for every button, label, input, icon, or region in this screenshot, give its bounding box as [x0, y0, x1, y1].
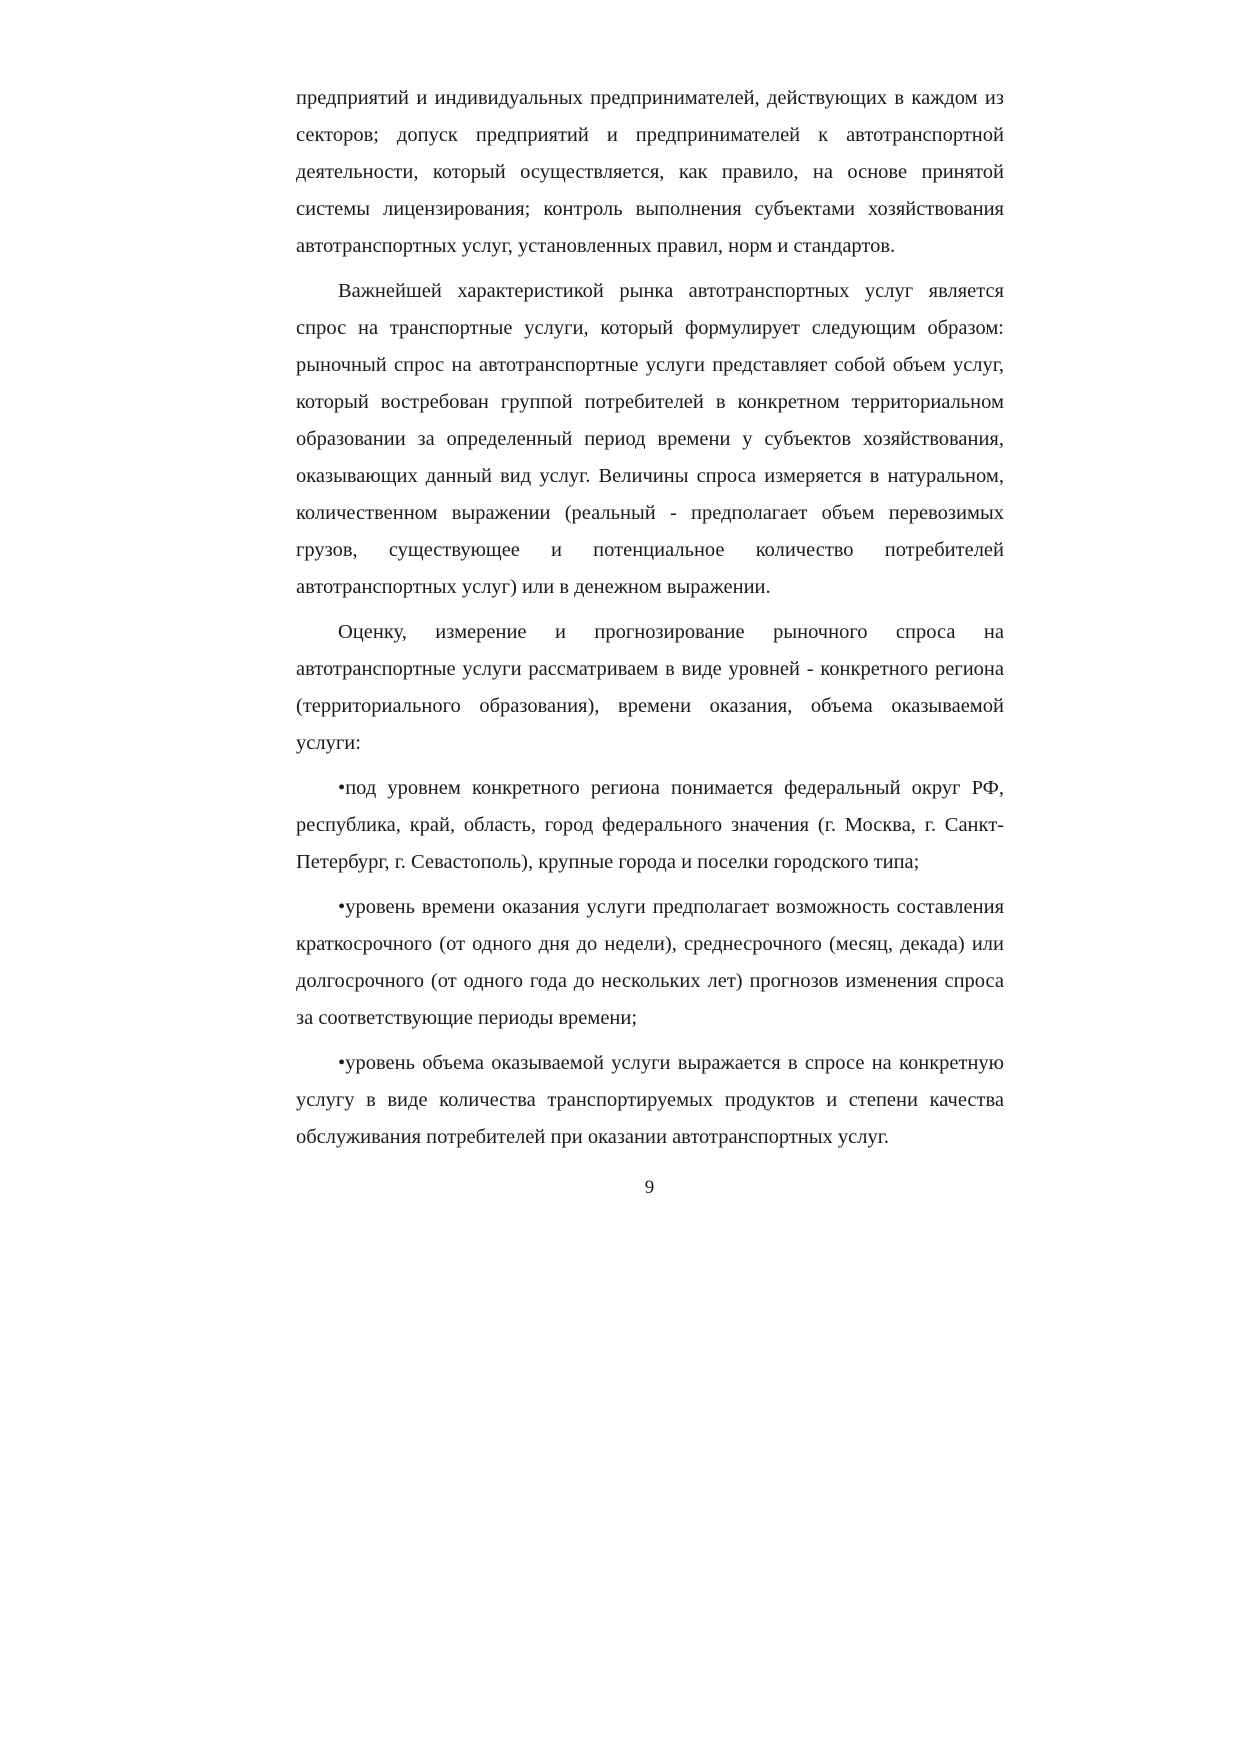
bullet-icon: • — [338, 777, 346, 799]
page-number-text: 9 — [644, 1177, 655, 1198]
bullet-icon: • — [338, 896, 346, 918]
paragraph-demand-levels: Оценку, измерение и прогнозирование рыночного спроса на автотранспортные услуги рассматриваем в виде уровней - конкретного региона (территориального образования), времени оказания, объема оказываемой услуги: — [296, 621, 1004, 754]
bullet-icon: • — [338, 1052, 346, 1074]
bullet-item-time — [296, 889, 1004, 1037]
bullet-text: уровень времени оказания услуги предполагает возможность составления краткосрочного (от одного дня до недели), среднесрочного (месяц, декада) или долгосрочного (от одного года до нескольких лет) прогнозов изменения спроса за соответствующие периоды времени; — [296, 896, 1004, 1029]
bullet-item-volume — [296, 1045, 1004, 1156]
bullet-text: под уровнем конкретного региона понимается федеральный округ РФ, республика, край, область, город федерального значения (г. Москва, г. Санкт-Петербург, г. Севастополь), крупные города и поселки городского типа; — [296, 777, 1004, 873]
bullet-text: уровень объема оказываемой услуги выражается в спросе на конкретную услугу в виде количества транспортируемых продуктов и степени качества обслуживания потребителей при оказании автотранспортных услуг. — [296, 1052, 1004, 1148]
page-number — [0, 1174, 1241, 1202]
paragraph-continuation: предприятий и индивидуальных предпринимателей, действующих в каждом из секторов; допуск предприятий и предпринимателей к автотранспортной деятельности, который осуществляется, как правило, на основе принятой системы лицензирования; контроль выполнения субъектами хозяйствования автотранспортных услуг, установленных правил, норм и стандартов. — [296, 87, 1004, 257]
paragraph-demand-definition: Важнейшей характеристикой рынка автотранспортных услуг является спрос на транспортные услуги, который формулирует следующим образом: рыночный спрос на автотранспортные услуги представляет собой объем услуг, который востребован группой потребителей в конкретном территориальном образовании за определенный период времени у субъектов хозяйствования, оказывающих данный вид услуг. Величины спроса измеряется в натуральном, количественном выражении (реальный - предполагает объем перевозимых грузов, существующее и потенциальное количество потребителей автотранспортных услуг) или в денежном выражении. — [296, 280, 1004, 598]
bullet-item-region — [296, 770, 1004, 881]
body-text — [296, 80, 1004, 1156]
